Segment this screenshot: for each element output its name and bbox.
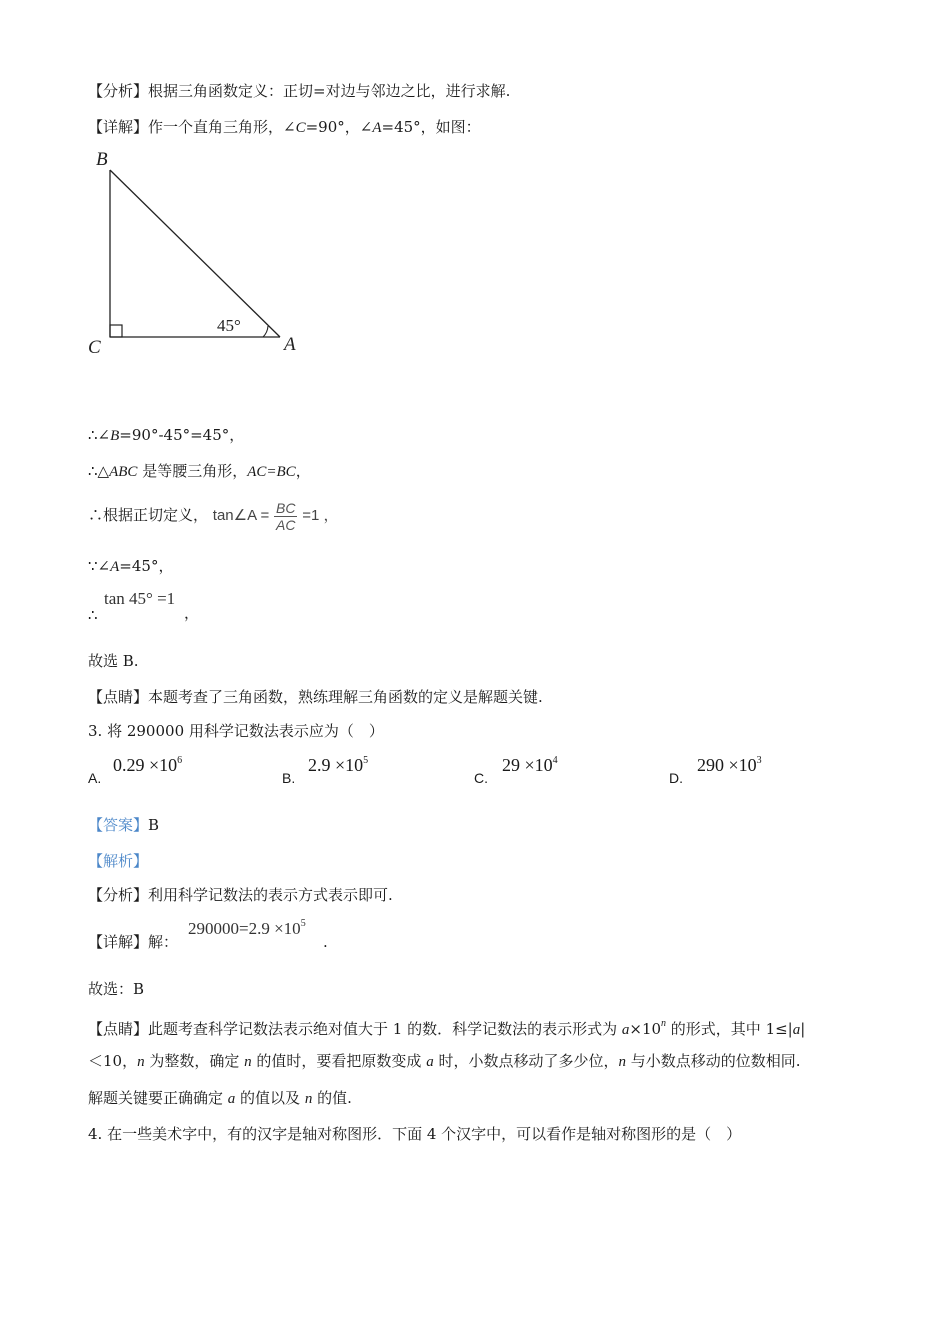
option-math <box>502 755 558 776</box>
q3-comment-line1 <box>88 1014 805 1040</box>
c2-var-n2: n <box>244 1054 252 1070</box>
c2b: 为整数，确定 <box>144 1052 245 1070</box>
q3-analysis-line <box>88 885 393 905</box>
q3-analysis-text: 利用科学记数法的表示方式表示即可. <box>148 886 393 904</box>
detail-text-c: =45°，如图： <box>381 118 481 136</box>
step4-text: =45°， <box>119 557 174 575</box>
q3-analysis-tag: 【分析】 <box>88 886 149 904</box>
c2-var-n1: n <box>137 1054 145 1070</box>
step3-tan: tan∠A = <box>212 507 270 524</box>
c1-var-a: a <box>621 1022 630 1038</box>
q4-stem: 4. 在一些美术字中，有的汉字是轴对称图形．下面 4 个汉字中，可以看作是轴对称图形的是（ ） <box>88 1125 742 1143</box>
option-letter: D. <box>669 770 683 786</box>
c3c: 的值. <box>312 1089 352 1107</box>
answer-line <box>88 815 159 835</box>
q3-detail-end: . <box>323 933 328 951</box>
c1a: 此题考查科学记数法表示绝对值大于 1 的数．科学记数法的表示形式为 <box>148 1020 622 1038</box>
answer-value: B <box>148 816 160 834</box>
detail-text-b: =90°，∠ <box>305 118 373 136</box>
comment-tag: 【点睛】 <box>88 688 149 706</box>
answer-tag: 【答案】 <box>88 816 149 834</box>
detail-math-base: 290000=2.9 ×10 <box>188 919 301 938</box>
fraction-denominator: AC <box>275 516 296 533</box>
step2-line <box>88 461 311 482</box>
detail-line <box>88 117 481 138</box>
label-b: B <box>96 149 108 170</box>
c1c: 的形式，其中 1≤| <box>666 1020 793 1038</box>
option-base: 29 ×10 <box>502 755 553 775</box>
option-letter: B. <box>282 770 296 786</box>
c2a: ＜10， <box>88 1052 138 1070</box>
option-exp: 3 <box>756 755 762 766</box>
q3-comment-line2 <box>88 1051 801 1072</box>
option-math <box>308 755 368 776</box>
c2c: 的值时，要看把原数变成 <box>251 1052 427 1070</box>
angle-label: 45° <box>217 316 241 335</box>
step2-var: ABC <box>109 464 138 480</box>
step5-math: tan 45° =1 <box>104 589 176 608</box>
q3-comment-line3 <box>88 1088 352 1109</box>
option-letter: C. <box>474 770 488 786</box>
q3-detail-math <box>188 918 306 939</box>
step2-eq: AC=BC <box>247 464 296 480</box>
step4-line <box>88 556 173 577</box>
triangle-figure <box>80 145 320 360</box>
q3-stem: 3. 将 290000 用科学记数法表示应为（ ） <box>88 722 384 740</box>
detail-text-a: 作一个直角三角形，∠ <box>148 118 296 136</box>
choose-line: 故选 B. <box>88 652 139 670</box>
detail-tag: 【详解】 <box>88 118 149 136</box>
q3-detail-text: 解： <box>148 933 179 951</box>
step4-prefix: ∵∠ <box>88 557 111 575</box>
step5-end: ， <box>184 604 200 622</box>
c2d: 时，小数点移动了多少位， <box>433 1052 619 1070</box>
step3-end: =1 ， <box>302 507 339 524</box>
step1-var: B <box>110 428 120 444</box>
comment-text: 本题考查了三角函数，熟练理解三角函数的定义是解题关键. <box>148 688 543 706</box>
option-exp: 6 <box>177 755 183 766</box>
q3-choose: 故选：B <box>88 980 145 998</box>
step2-prefix: ∴△ <box>88 462 110 480</box>
c2e: 与小数点移动的位数相同. <box>625 1052 801 1070</box>
jiexi-tag: 【解析】 <box>88 852 149 870</box>
analysis-line <box>88 81 510 101</box>
step3-fraction <box>274 500 297 533</box>
c2-var-a: a <box>426 1054 434 1070</box>
option-base: 0.29 ×10 <box>113 755 178 775</box>
c2-var-n3: n <box>618 1054 626 1070</box>
c1b: ×10 <box>629 1020 662 1038</box>
comment-line <box>88 687 543 707</box>
c3a: 解题关键要正确确定 <box>88 1089 228 1107</box>
detail-math-exp: 5 <box>300 918 306 929</box>
analysis-text: 根据三角函数定义：正切=对边与邻边之比，进行求解. <box>148 82 511 100</box>
step1-line <box>88 425 244 446</box>
step1-text: =90°-45°=45°， <box>119 426 245 444</box>
option-math <box>697 755 762 776</box>
c3b: 的值以及 <box>235 1089 305 1107</box>
step2-text: 是等腰三角形， <box>137 462 248 480</box>
q3-detail-tag: 【详解】 <box>88 933 149 951</box>
step1-prefix: ∴∠ <box>88 426 111 444</box>
c1-var-a2: a <box>792 1022 801 1038</box>
step2-end: ， <box>295 462 311 480</box>
option-math <box>113 755 182 776</box>
analysis-tag: 【分析】 <box>88 82 149 100</box>
c3-var-a: a <box>227 1091 236 1107</box>
fraction-numerator: BC <box>275 499 296 516</box>
c1-var-n: n <box>661 1018 667 1029</box>
option-exp: 4 <box>552 755 558 766</box>
label-c: C <box>88 337 101 358</box>
q3-comment-tag: 【点睛】 <box>88 1020 149 1038</box>
var-a: A <box>372 120 382 136</box>
option-exp: 5 <box>363 755 369 766</box>
option-base: 2.9 ×10 <box>308 755 364 775</box>
c3-var-n: n <box>304 1091 313 1107</box>
var-c: C <box>295 120 306 136</box>
option-letter: A. <box>88 770 102 786</box>
step3-text: ∴根据正切定义， <box>88 506 209 524</box>
step5-therefore: ∴ <box>88 606 98 624</box>
c1e: | <box>800 1020 806 1038</box>
step4-var: A <box>110 559 120 575</box>
option-base: 290 ×10 <box>697 755 757 775</box>
step3-line <box>88 498 339 533</box>
q3-detail-line <box>88 932 178 952</box>
label-a: A <box>284 334 296 355</box>
